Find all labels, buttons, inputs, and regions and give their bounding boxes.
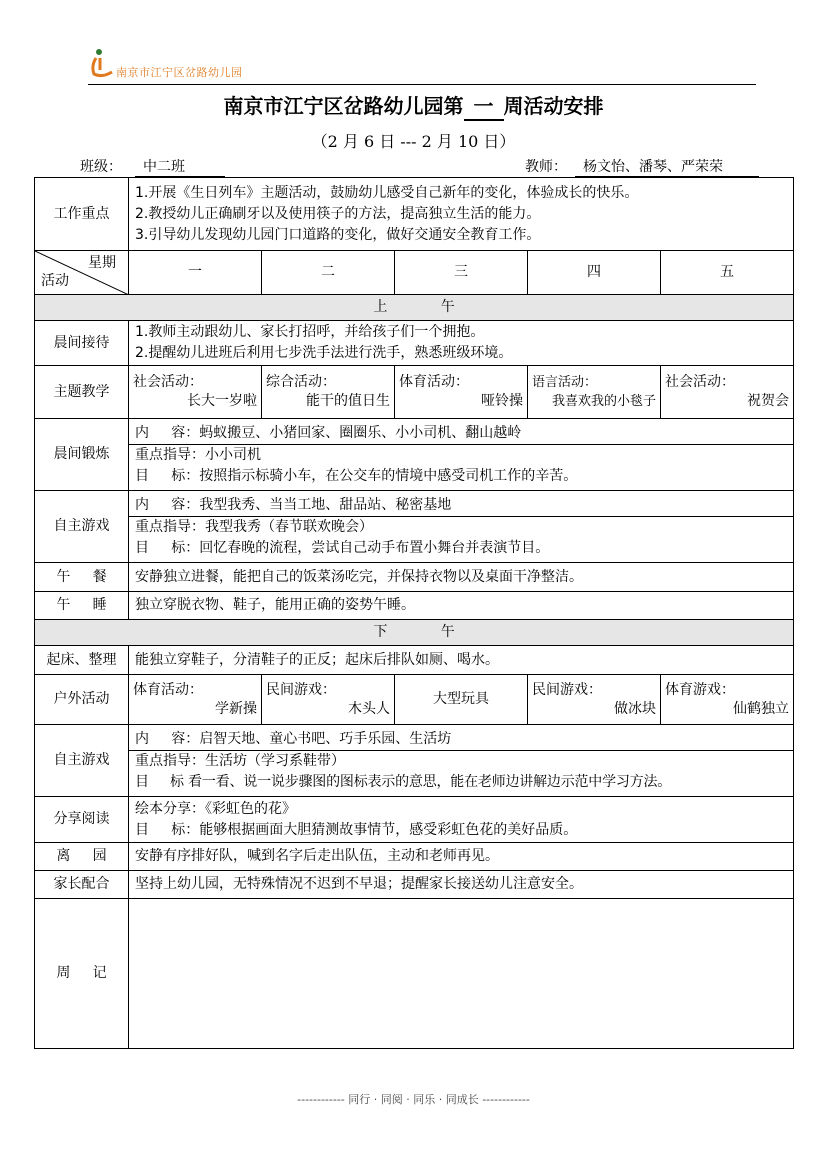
theme-label: 主题教学 [35, 366, 129, 419]
weekday-fri: 五 [661, 251, 794, 295]
exercise-focus [129, 444, 793, 487]
free-play-am-content [129, 491, 794, 563]
theme-cell-wed [395, 366, 528, 419]
weekday-corner-top: 星期 [88, 255, 116, 271]
reading-label: 分享阅读 [35, 797, 129, 843]
reading-row [35, 797, 794, 843]
wake-text: 能独立穿鞋子，分清鞋子的正反；起床后排队如厕、喝水。 [129, 646, 794, 675]
leave-row [35, 843, 794, 871]
outdoor-label: 户外活动 [35, 675, 129, 725]
notes-area [129, 899, 794, 1049]
date-range: （2 月 6 日 --- 2 月 10 日） [311, 132, 516, 151]
exercise-label: 晨间锻炼 [35, 419, 129, 491]
weekday-corner-bottom: 活动 [41, 273, 69, 289]
free-play-am-focus [129, 516, 793, 559]
free-play-am-goal: 目 标：回忆春晚的流程，尝试自己动手布置小舞台并表演节目。 [135, 539, 550, 556]
page-footer: ------------ 同行 · 同阅 · 同乐 · 同成长 ------------ [297, 1093, 530, 1106]
afternoon-section-row [35, 620, 794, 646]
notes-row [35, 899, 794, 1049]
free-play-pm-row [35, 725, 794, 797]
exercise-row [35, 419, 794, 491]
leave-text: 安静有序排好队，喊到名字后走出队伍，主动和老师再见。 [129, 843, 794, 871]
focus-item: 3.引导幼儿发现幼儿园门口道路的变化，做好交通安全教育工作。 [135, 226, 541, 243]
outdoor-type: 民间游戏： [532, 681, 602, 698]
weekday-mon: 一 [129, 251, 262, 295]
theme-name: 我喜欢我的小毯子 [551, 394, 656, 409]
theme-name: 长大一岁啦 [187, 393, 257, 409]
theme-cell-thu [528, 366, 661, 419]
theme-cell-tue [262, 366, 395, 419]
outdoor-cell-fri [661, 675, 794, 725]
free-play-pm-key: 重点指导：生活坊（学习系鞋带） [135, 752, 345, 769]
leave-label: 离 园 [35, 843, 129, 871]
page-title [0, 90, 827, 121]
exercise-items: 内 容：蚂蚁搬豆、小猪回家、圈圈乐、小小司机、翻山越岭 [135, 424, 522, 441]
weekday-header-row [35, 251, 794, 295]
free-play-am-label: 自主游戏 [35, 491, 129, 563]
arrival-label: 晨间接待 [35, 321, 129, 366]
weekday-tue: 二 [262, 251, 395, 295]
focus-content [129, 178, 794, 251]
weekday-wed: 三 [395, 251, 528, 295]
exercise-goal: 目 标：按照指示标骑小车，在公交车的情境中感受司机工作的辛苦。 [135, 467, 578, 484]
outdoor-cell-mon [129, 675, 262, 725]
theme-type: 综合活动： [266, 374, 336, 390]
notes-label: 周 记 [35, 899, 129, 1049]
lunch-label: 午 餐 [35, 563, 129, 592]
theme-type: 体育活动： [399, 374, 469, 390]
theme-type: 社会活动： [133, 374, 203, 390]
arrival-item: 2.提醒幼儿进班后利用七步洗手法进行洗手，熟悉班级环境。 [135, 345, 513, 361]
free-play-am-row [35, 491, 794, 563]
free-play-pm-label: 自主游戏 [35, 725, 129, 797]
outdoor-name: 仙鹤独立 [733, 700, 790, 717]
weekday-corner-cell [35, 251, 129, 295]
theme-name: 祝贺会 [747, 393, 790, 409]
theme-type: 语言活动： [532, 375, 598, 390]
outdoor-type: 民间游戏： [266, 681, 336, 698]
nap-row [35, 592, 794, 620]
theme-type: 社会活动： [665, 374, 735, 390]
free-play-pm-items: 内 容：启智天地、童心书吧、巧手乐园、生活坊 [135, 730, 452, 747]
reading-book: 绘本分享：《彩虹色的花》 [135, 800, 296, 817]
arrival-content [129, 321, 794, 366]
title-suffix: 周活动安排 [503, 94, 604, 118]
theme-cell-mon [129, 366, 262, 419]
class-label: 班级： [80, 159, 122, 175]
title-week-number: 一 [464, 90, 504, 121]
arrival-row [35, 321, 794, 366]
theme-row [35, 366, 794, 419]
focus-label: 工作重点 [35, 178, 129, 251]
parents-row [35, 871, 794, 899]
teacher-value: 杨文怡、潘琴、严荣荣 [575, 156, 759, 177]
free-play-pm-content [129, 725, 794, 797]
title-prefix: 南京市江宁区岔路幼儿园第 [223, 94, 464, 118]
outdoor-type: 体育游戏： [665, 681, 735, 698]
reading-content [129, 797, 794, 843]
theme-name: 能干的值日生 [306, 393, 390, 409]
outdoor-name: 学新操 [215, 700, 257, 717]
focus-item: 2.教授幼儿正确刷牙以及使用筷子的方法，提高独立生活的能力。 [135, 205, 541, 222]
teacher-label: 教师： [525, 159, 567, 175]
afternoon-section-label: 下 午 [35, 620, 794, 646]
nap-text: 独立穿脱衣物、鞋子，能用正确的姿势午睡。 [129, 592, 794, 620]
kindergarten-logo-icon [88, 46, 116, 78]
morning-section-label: 上 午 [35, 295, 794, 321]
schedule-table [34, 177, 794, 1049]
outdoor-name: 做冰块 [614, 700, 656, 717]
wake-row [35, 646, 794, 675]
outdoor-name: 木头人 [348, 700, 390, 717]
focus-item: 1.开展《生日列车》主题活动，鼓励幼儿感受自己新年的变化，体验成长的快乐。 [135, 184, 639, 201]
outdoor-cell-tue [262, 675, 395, 725]
free-play-pm-focus [129, 750, 793, 793]
free-play-pm-goal: 目 标 看一看、说一说步骤图的图标表示的意思，能在老师边讲解边示范中学习方法。 [135, 773, 672, 790]
outdoor-row [35, 675, 794, 725]
arrival-item: 1.教师主动跟幼儿、家长打招呼，并给孩子们一个拥抱。 [135, 324, 485, 340]
free-play-am-key: 重点指导：我型我秀（春节联欢晚会） [135, 518, 373, 535]
nap-label: 午 睡 [35, 592, 129, 620]
lunch-text: 安静独立进餐，能把自己的饭菜汤吃完，并保持衣物以及桌面干净整洁。 [129, 563, 794, 592]
class-value: 中二班 [135, 156, 225, 177]
exercise-content [129, 419, 794, 491]
header-org-name: 南京市江宁区岔路幼儿园 [116, 66, 243, 79]
outdoor-cell-thu [528, 675, 661, 725]
lunch-row [35, 563, 794, 592]
theme-cell-fri [661, 366, 794, 419]
wake-label: 起床、整理 [35, 646, 129, 675]
outdoor-type: 体育活动： [133, 681, 203, 698]
free-play-am-items: 内 容：我型我秀、当当工地、甜品站、秘密基地 [135, 496, 452, 513]
morning-section-row [35, 295, 794, 321]
parents-label: 家长配合 [35, 871, 129, 899]
exercise-key: 重点指导：小小司机 [135, 446, 261, 463]
document-header [88, 44, 756, 85]
reading-goal: 目 标：能够根据画面大胆猜测故事情节，感受彩虹色花的美好品质。 [135, 821, 578, 838]
focus-row [35, 178, 794, 251]
weekday-thu: 四 [528, 251, 661, 295]
theme-name: 哑铃操 [481, 393, 523, 409]
parents-text: 坚持上幼儿园，无特殊情况不迟到不早退；提醒家长接送幼儿注意安全。 [129, 871, 794, 899]
outdoor-cell-wed: 大型玩具 [395, 675, 528, 725]
